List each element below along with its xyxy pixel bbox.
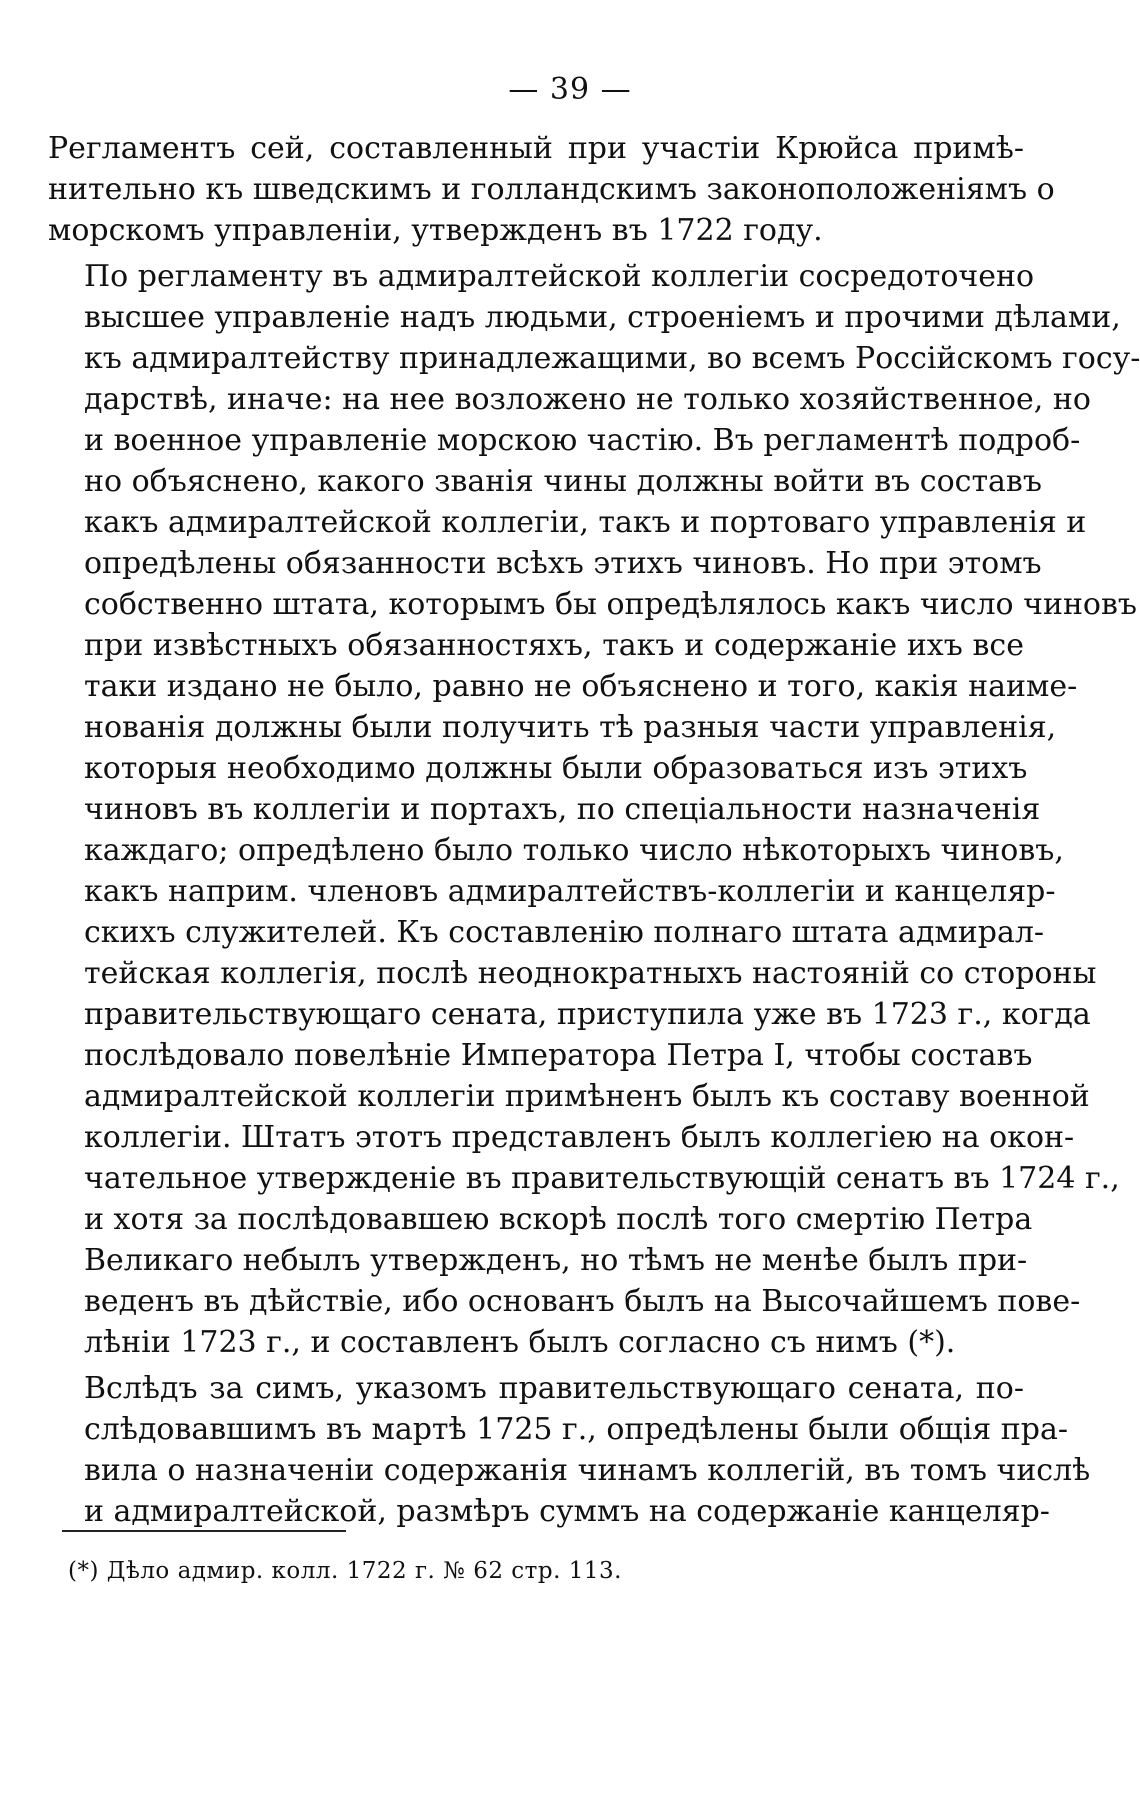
text-line: Великаго небылъ утвержденъ, но тѣмъ не менѣе былъ при- [84, 1243, 1028, 1278]
text-line: таки издано не было, равно не объяснено и того, какія наиме- [84, 669, 1078, 704]
body-text [48, 128, 1140, 1537]
text-line: коллегіи. Штатъ этотъ представленъ былъ коллегіею на окон- [84, 1120, 1075, 1155]
text-line: правительствующаго сената, приступила уже въ 1723 г., когда [84, 997, 1091, 1032]
text-line: вила о назначеніи содержанія чинамъ коллегій, въ томъ числѣ [84, 1453, 1091, 1488]
footnote-divider [62, 1530, 346, 1532]
text-line: собственно штата, которымъ бы опредѣлялось какъ число чиновъ [84, 587, 1137, 622]
text-line: Вслѣдъ за симъ, указомъ правительствующаго сената, по- [84, 1371, 1024, 1406]
text-line: морскомъ управленіи, утвержденъ въ 1722 году. [48, 213, 823, 248]
text-line: къ адмиралтейству принадлежащими, во всемъ Россійскомъ госу- [84, 341, 1140, 376]
text-line: веденъ въ дѣйствіе, ибо основанъ былъ на Высочайшемъ пове- [84, 1284, 1081, 1319]
text-line: скихъ служителей. Къ составленію полнаго штата адмирал- [84, 915, 1045, 950]
text-line: дарствѣ, иначе: на нее возложено не только хозяйственное, но [84, 382, 1091, 417]
text-line: нительно къ шведскимъ и голландскимъ законоположеніямъ о [48, 172, 1055, 207]
text-line: каждаго; опредѣлено было только число нѣкоторыхъ чиновъ, [84, 833, 1064, 868]
text-line: слѣдовавшимъ въ мартѣ 1725 г., опредѣлены были общія пра- [84, 1412, 1068, 1447]
text-line: и хотя за послѣдовавшею вскорѣ послѣ того смертію Петра [84, 1202, 1033, 1237]
text-line: при извѣстныхъ обязанностяхъ, такъ и содержаніе ихъ все [84, 628, 1024, 663]
text-line: которыя необходимо должны были образоваться изъ этихъ [84, 751, 1028, 786]
page-number: — 39 — [508, 72, 632, 107]
footnote: (*) Дѣло адмир. колл. 1722 г. № 62 стр. 113. [68, 1558, 622, 1584]
paragraph-2 [48, 256, 1140, 1363]
text-line: Регламентъ сей, составленный при участіи Крюйса примѣ- [48, 131, 1024, 166]
text-line: адмиралтейской коллегіи примѣненъ былъ къ составу военной [84, 1079, 1090, 1114]
text-line: и адмиралтейской, размѣръ суммъ на содержаніе канцеляр- [84, 1494, 1050, 1529]
paragraph-1 [48, 128, 1055, 251]
text-line: но объяснено, какого званія чины должны войти въ составъ [84, 464, 1042, 499]
text-line: чательное утвержденіе въ правительствующій сенатъ въ 1724 г., [84, 1161, 1120, 1196]
text-line: какъ адмиралтейской коллегіи, такъ и портоваго управленія и [84, 505, 1087, 540]
text-line: тейская коллегія, послѣ неоднократныхъ настояній со стороны [84, 956, 1097, 991]
text-line: послѣдовало повелѣніе Императора Петра I, чтобы составъ [84, 1038, 1033, 1073]
text-line: какъ наприм. членовъ адмиралтействъ-коллегіи и канцеляр- [84, 874, 1056, 909]
text-line: По регламенту въ адмиралтейской коллегіи сосредоточено [84, 259, 1035, 294]
paragraph-3 [48, 1368, 1091, 1532]
text-line: опредѣлены обязанности всѣхъ этихъ чиновъ. Но при этомъ [84, 546, 1042, 581]
text-line: и военное управленіе морскою частію. Въ регламентѣ подроб- [84, 423, 1081, 458]
text-line: чиновъ въ коллегіи и портахъ, по спеціальности назначенія [84, 792, 1041, 827]
text-line: нованія должны были получить тѣ разныя части управленія, [84, 710, 1057, 745]
text-line: высшее управленіе надъ людьми, строеніемъ и прочими дѣлами, [84, 300, 1121, 335]
text-line: лѣніи 1723 г., и составленъ былъ согласно съ нимъ (*). [84, 1325, 956, 1360]
